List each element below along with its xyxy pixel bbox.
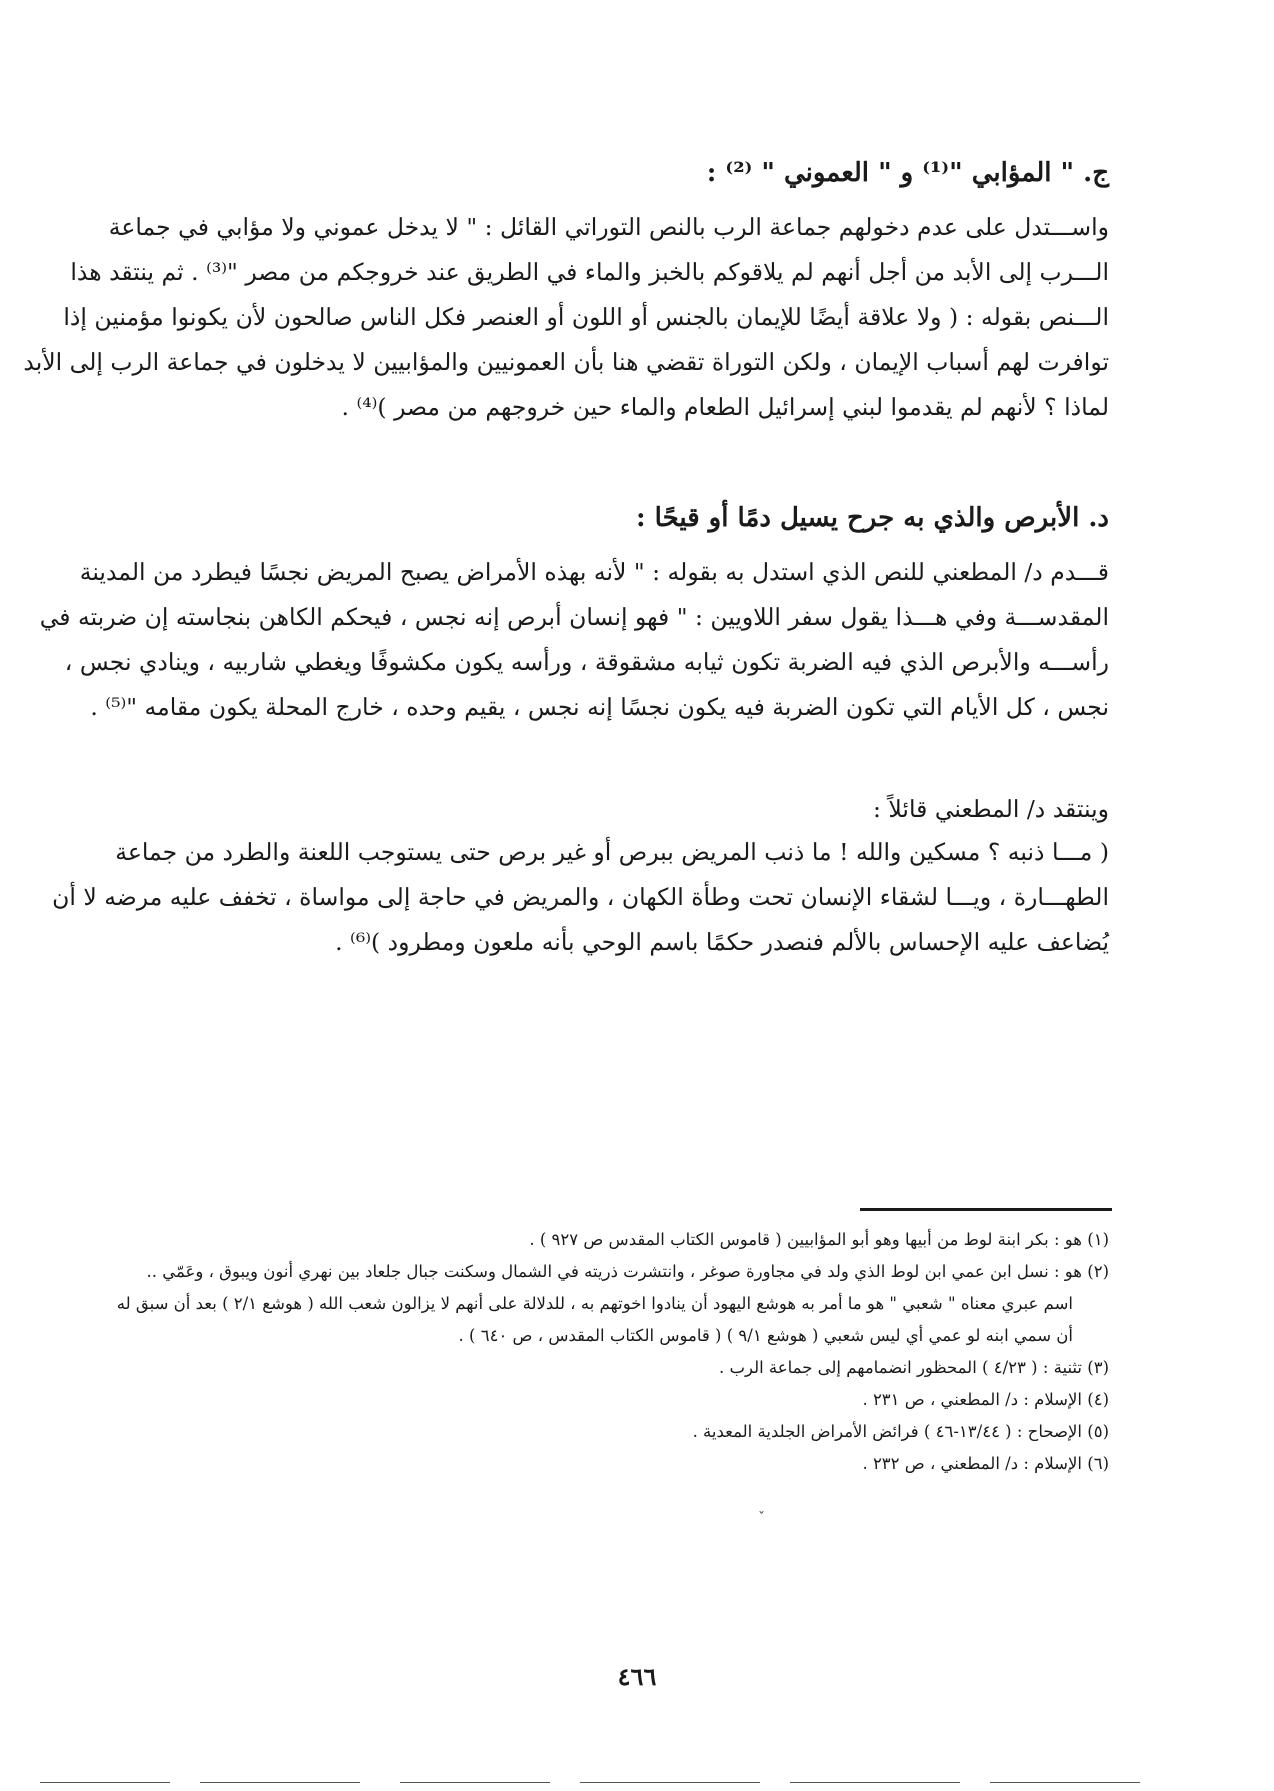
paragraph-e: [52, 830, 1109, 965]
footnote-4: (٤) الإسلام : د/ المطعني ، ص ٢٣١ .: [862, 1390, 1109, 1409]
section-heading-d: د. الأبرص والذي به جرح يسيل دمًا أو قيحًا :: [636, 503, 1109, 533]
footnote-2-continued: أن سمي ابنه لو عمي أي ليس شعبي ( هوشع ٩/١ ) ( قاموس الكتاب المقدس ، ص ٦٤٠ ) .: [458, 1326, 1073, 1345]
text-line: ( مـــا ذنبه ؟ مسكين والله ! ما ذنب المريض ببرص أو غير برص حتى يستوجب اللعنة والطرد من جماعة: [115, 838, 1109, 866]
footnote-6: (٦) الإسلام : د/ المطعني ، ص ٢٣٢ .: [862, 1454, 1109, 1473]
footnote-1: (١) هو : بكر ابنة لوط من أبيها وهو أبو المؤابيين ( قاموس الكتاب المقدس ص ٩٢٧ ) .: [529, 1230, 1109, 1249]
scan-edge-line: [790, 1782, 960, 1783]
text-line: رأســـه والأبرص الذي فيه الضربة تكون ثيابه مشقوقة ، ورأسه يكون مكشوفًا ويغطي شاربيه ، وينادي نجس ،: [64, 648, 1109, 676]
scan-edge-line: [40, 1782, 170, 1783]
footnote-3: (٣) تثنية : ( ٤/٢٣ ) المحظور انضمامهم إلى جماعة الرب .: [718, 1358, 1109, 1377]
footnote-5: (٥) الإصحاح : ( ١٣/٤٤-٤٦ ) فرائض الأمراض الجلدية المعدية .: [692, 1422, 1109, 1441]
text-line: الطهـــارة ، ويـــا لشقاء الإنسان تحت وطأة الكهان ، والمريض في حاجة إلى مواساة ، تخفف عليه مرضه لا أن: [52, 883, 1109, 911]
text-line: يُضاعف عليه الإحساس بالألم فنصدر حكمًا باسم الوحي بأنه ملعون ومطرود )⁽⁶⁾ .: [335, 928, 1109, 956]
footnote-separator: [860, 1208, 1112, 1211]
paragraph-c: [23, 205, 1109, 430]
text-line: وينتقد د/ المطعني قائلاً :: [873, 795, 1109, 823]
text-line: الـــرب إلى الأبد من أجل أنهم لم يلاقوكم بالخبز والماء في الطريق عند خروجكم من مصر "⁽³⁾ . ثم ينتقد هذا: [70, 258, 1109, 286]
text-line: لماذا ؟ لأنهم لم يقدموا لبني إسرائيل الطعام والماء حين خروجهم من مصر )⁽⁴⁾ .: [341, 393, 1109, 421]
paragraph-e-intro: [149, 787, 1109, 832]
text-line: المقدســـة وفي هـــذا يقول سفر اللاويين : " فهو إنسان أبرص إنه نجس ، فيحكم الكاهن بنجاسته إن ضربته في: [39, 603, 1109, 631]
text-line: توافرت لهم أسباب الإيمان ، ولكن التوراة تقضي هنا بأن العمونيين والمؤابيين لا يدخلون في جماعة الرب إلى الأبد: [23, 348, 1109, 376]
scan-edge-line: [580, 1782, 760, 1783]
footnote-2-continued: اسم عبري معناه " شعبي " هو ما أمر به هوشع اليهود أن ينادوا اخوتهم به ، للدلالة على أنهم لا يزالون شعب الله ( هوشع ٢/١ ) بعد أن سبق له: [116, 1294, 1073, 1313]
scan-edge-line: [200, 1782, 360, 1783]
page-number: ٤٦٦: [617, 1662, 657, 1691]
footnote-2: (٢) هو : نسل ابن عمي ابن لوط الذي ولد في مجاورة صوغر ، وانتشرت ذريته في الشمال وسكنت جبال جلعاد بين نهري أنون ويبوق ، وعَمّي ..: [146, 1262, 1109, 1281]
scan-edge-line: [990, 1782, 1140, 1783]
section-heading-c: ج. " المؤابي "⁽¹⁾ و " العموني " ⁽²⁾ :: [706, 158, 1109, 188]
footnotes: [116, 1224, 1109, 1480]
text-line: واســـتدل على عدم دخولهم جماعة الرب بالنص التوراتي القائل : " لا يدخل عموني ولا مؤابي في جماعة: [108, 213, 1109, 241]
scan-dot: ˇ: [758, 1510, 765, 1526]
paragraph-d: [39, 550, 1109, 730]
text-line: قـــدم د/ المطعني للنص الذي استدل به بقوله : " لأنه بهذه الأمراض يصبح المريض نجسًا فيطرد من المدينة: [79, 558, 1109, 586]
scan-edge-line: [400, 1782, 550, 1783]
text-line: نجس ، كل الأيام التي تكون الضربة فيه يكون نجسًا إنه نجس ، يقيم وحده ، خارج المحلة يكون مقامه "⁽⁵⁾ .: [90, 693, 1109, 721]
text-line: الـــنص بقوله : ( ولا علاقة أيضًا للإيمان بالجنس أو اللون أو العنصر فكل الناس صالحون لأن يكونوا مؤمنين إذا: [63, 303, 1109, 331]
